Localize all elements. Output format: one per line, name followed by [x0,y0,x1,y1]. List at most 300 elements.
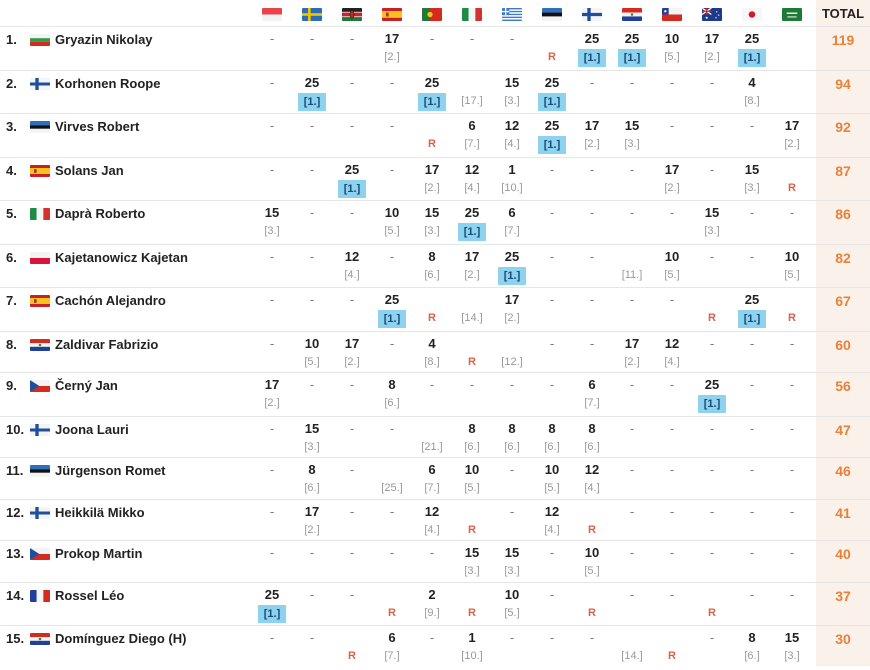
points-value: 15 [744,162,760,177]
result-detail [412,223,452,239]
retired-marker: R [668,650,676,662]
result-cell [332,162,372,196]
result-cell [452,630,492,664]
points-value [772,31,812,47]
points-value: - [629,292,635,307]
result-cell [412,118,452,152]
finish-position: [4.] [664,356,680,368]
result-cell [452,545,492,579]
table-row[interactable] [0,157,870,202]
points-value: - [269,504,275,519]
result-cell [492,377,532,411]
points-value: - [349,545,355,560]
result-detail [572,605,612,621]
indonesia-flag-icon [262,8,282,21]
result-cell [732,75,772,109]
result-cell [572,205,612,239]
driver-name[interactable]: Černý Jan [55,378,118,393]
result-cell [532,462,572,496]
result-cell [292,292,332,326]
driver-name[interactable]: Rossel Léo [55,588,125,603]
result-detail [292,267,332,283]
result-detail [492,439,532,455]
result-cell [532,249,572,283]
row-position: 10. [6,422,25,437]
result-detail [412,522,452,538]
table-row[interactable] [0,582,870,627]
finish-position: [5.] [504,607,520,619]
points-value: 8 [588,421,596,436]
points-value: - [589,630,595,645]
result-detail [732,439,772,455]
result-detail [572,93,612,109]
row-position: 5. [6,206,17,221]
retired-marker: R [788,182,796,194]
result-detail [412,648,452,664]
result-cell [452,249,492,283]
result-cell [652,377,692,411]
result-detail [292,605,332,621]
points-value: - [269,336,275,351]
result-cell [652,462,692,496]
driver-name[interactable]: Gryazin Nikolay [55,32,153,47]
result-cell [772,462,812,496]
result-detail [652,480,692,496]
result-cell [732,118,772,152]
retired-marker: R [588,607,596,619]
driver-name[interactable]: Kajetanowicz Kajetan [55,250,188,265]
result-cell [772,118,812,152]
table-row[interactable] [0,200,870,245]
table-row[interactable] [0,499,870,544]
points-value: - [509,31,515,46]
points-value: - [709,162,715,177]
result-cell [652,162,692,196]
points-value: - [269,31,275,46]
points-value: 17 [464,249,480,264]
table-row[interactable] [0,287,870,332]
points-value: - [349,587,355,602]
result-detail [692,395,732,411]
driver-name[interactable]: Heikkilä Mikko [55,505,145,520]
points-value [412,292,452,308]
row-position: 9. [6,378,17,393]
points-value: - [749,118,755,133]
result-detail [452,267,492,283]
points-value: - [429,377,435,392]
result-cell [332,504,372,538]
table-row[interactable] [0,113,870,158]
result-cell [452,336,492,370]
driver-name[interactable]: Cachón Alejandro [55,293,166,308]
result-cell [772,75,812,109]
result-cell [332,118,372,152]
result-detail [532,136,572,152]
result-cell [692,336,732,370]
result-cell [692,587,732,621]
points-value: - [789,462,795,477]
result-detail [492,395,532,411]
finish-position: [6.] [584,441,600,453]
points-value: - [669,75,675,90]
result-cell [772,630,812,664]
result-detail [332,310,372,326]
result-detail [412,267,452,283]
result-cell [532,377,572,411]
result-cell [652,504,692,538]
result-detail [372,49,412,65]
result-detail [252,648,292,664]
saudi-arabia-flag-icon [782,8,802,21]
points-value: - [549,377,555,392]
points-value: - [269,421,275,436]
points-value: - [709,336,715,351]
result-detail [732,354,772,370]
points-value: 25 [464,205,480,220]
result-detail [772,93,812,109]
result-detail [572,49,612,65]
result-cell [532,75,572,109]
result-cell [692,421,732,455]
result-cell [532,504,572,538]
driver-name[interactable]: Virves Robert [55,119,140,134]
poland-flag-icon [30,252,50,264]
points-value: 17 [264,377,280,392]
winner-badge: [1.] [298,93,327,111]
result-detail [492,267,532,283]
points-value: - [429,31,435,46]
result-detail [372,136,412,152]
result-detail [692,648,732,664]
result-detail [292,49,332,65]
points-value: - [709,630,715,645]
result-detail [652,563,692,579]
result-detail [452,395,492,411]
finish-position: [3.] [264,225,280,237]
result-detail [532,522,572,538]
driver-name[interactable]: Zaldivar Fabrizio [55,337,159,352]
points-value: - [389,504,395,519]
result-detail [572,310,612,326]
winner-badge: [1.] [538,136,567,154]
retired-marker: R [788,312,796,324]
result-detail [572,180,612,196]
result-detail [452,605,492,621]
finish-position: [3.] [624,138,640,150]
driver-name[interactable]: Joona Lauri [55,422,129,437]
result-detail [772,480,812,496]
points-value: 10 [504,587,520,602]
points-value: 2 [428,587,436,602]
result-cell [332,545,372,579]
result-cell [572,292,612,326]
points-value: 25 [744,31,760,46]
result-cell [492,504,532,538]
result-detail [532,310,572,326]
result-detail [252,180,292,196]
result-detail [332,136,372,152]
result-cell [732,162,772,196]
points-value: 10 [384,205,400,220]
points-value: - [349,118,355,133]
result-cell [612,504,652,538]
paraguay-flag-icon [30,339,50,351]
result-cell [652,336,692,370]
row-position: 15. [6,631,25,646]
result-cell [372,630,412,664]
finish-position: [5.] [664,269,680,281]
result-cell [732,336,772,370]
points-value: - [589,75,595,90]
points-value: 15 [504,545,520,560]
result-cell [652,292,692,326]
points-value: 15 [304,421,320,436]
result-cell [292,462,332,496]
result-detail [292,480,332,496]
estonia-flag-icon [542,8,562,21]
result-cell [652,118,692,152]
table-row[interactable] [0,625,870,670]
result-cell [292,336,332,370]
result-detail [372,480,412,496]
driver-name[interactable]: Daprà Roberto [55,206,146,221]
points-value [772,75,812,91]
result-cell [292,630,332,664]
result-cell [292,377,332,411]
points-value: - [629,162,635,177]
result-detail [772,267,812,283]
result-cell [772,587,812,621]
points-value: - [349,292,355,307]
result-detail [652,395,692,411]
result-cell [652,587,692,621]
result-cell [772,336,812,370]
chile-flag-icon [662,8,682,21]
points-value: - [269,545,275,560]
points-value: - [789,421,795,436]
result-detail [252,267,292,283]
result-detail [572,267,612,283]
points-value: - [669,421,675,436]
points-value: - [749,377,755,392]
result-detail [372,439,412,455]
table-row[interactable] [0,26,870,71]
result-cell [332,75,372,109]
points-value: 6 [428,462,436,477]
result-detail [492,522,532,538]
points-value: 4 [748,75,756,90]
points-value: - [589,292,595,307]
result-cell [612,421,652,455]
result-detail [332,395,372,411]
result-cell [692,249,732,283]
finish-position: [9.] [424,607,440,619]
result-detail [732,93,772,109]
driver-name[interactable]: Domínguez Diego (H) [55,631,187,646]
driver-name[interactable]: Prokop Martin [55,546,143,561]
points-value: 1 [468,630,476,645]
winner-badge: [1.] [378,310,407,328]
result-detail [412,439,452,455]
result-cell [532,292,572,326]
points-value: - [709,249,715,264]
points-value: - [629,545,635,560]
table-row[interactable] [0,70,870,115]
result-cell [412,462,452,496]
result-cell [732,377,772,411]
result-detail [612,648,652,664]
points-value: 8 [468,421,476,436]
result-detail [612,310,652,326]
result-cell [652,75,692,109]
portugal-flag-icon [422,8,442,21]
points-value: - [629,205,635,220]
driver-name[interactable]: Jürgenson Romet [55,463,166,478]
retired-marker: R [428,138,436,150]
finish-position: [3.] [304,441,320,453]
points-value [572,587,612,603]
result-detail [292,522,332,538]
points-value [372,462,412,478]
points-value: - [749,545,755,560]
result-detail [772,439,812,455]
result-cell [412,75,452,109]
points-value: - [549,162,555,177]
points-value: - [749,249,755,264]
result-detail [452,648,492,664]
result-cell [412,205,452,239]
row-position: 3. [6,119,17,134]
finish-position: [10.] [461,650,483,662]
result-detail [612,49,652,65]
points-value: - [669,587,675,602]
result-detail [732,395,772,411]
result-detail [572,648,612,664]
table-row[interactable] [0,540,870,585]
driver-name[interactable]: Korhonen Roope [55,76,161,91]
points-value: - [629,421,635,436]
result-cell [572,162,612,196]
result-cell [772,162,812,196]
result-cell [372,462,412,496]
table-row[interactable] [0,416,870,461]
result-cell [572,75,612,109]
table-row[interactable] [0,457,870,502]
result-cell [372,545,412,579]
result-detail [292,354,332,370]
result-detail [412,49,452,65]
points-value: - [549,545,555,560]
result-cell [652,545,692,579]
result-cell [732,504,772,538]
result-detail [652,223,692,239]
result-cell [452,504,492,538]
result-detail [652,49,692,65]
result-detail [692,180,732,196]
result-detail [292,180,332,196]
points-value: 12 [464,162,480,177]
winner-badge: [1.] [738,49,767,67]
points-value: - [589,249,595,264]
points-value: 17 [344,336,360,351]
points-value: 25 [624,31,640,46]
result-detail [612,267,652,283]
result-detail [612,223,652,239]
points-value: 10 [664,31,680,46]
result-cell [372,205,412,239]
result-detail [452,93,492,109]
result-cell [252,545,292,579]
finish-position: [7.] [584,397,600,409]
finish-position: [5.] [384,225,400,237]
result-cell [452,75,492,109]
result-detail [332,354,372,370]
result-cell [572,249,612,283]
finish-position: [7.] [384,650,400,662]
result-detail [412,136,452,152]
table-row[interactable] [0,244,870,289]
table-row[interactable] [0,331,870,376]
table-row[interactable] [0,372,870,417]
result-cell [732,545,772,579]
result-cell [732,292,772,326]
points-value: 17 [384,31,400,46]
result-cell [412,336,452,370]
result-detail [772,49,812,65]
result-detail [772,648,812,664]
result-detail [452,480,492,496]
czech-flag-icon [30,380,50,392]
result-detail [252,605,292,621]
result-detail [692,354,732,370]
result-cell [452,162,492,196]
result-detail [612,395,652,411]
result-cell [332,205,372,239]
retired-marker: R [708,607,716,619]
finish-position: [11.] [621,269,643,281]
points-value: - [629,75,635,90]
result-cell [612,205,652,239]
result-cell [612,462,652,496]
result-detail [572,480,612,496]
driver-name[interactable]: Solans Jan [55,163,124,178]
points-value: - [509,504,515,519]
result-cell [372,162,412,196]
points-value [532,31,572,47]
result-detail [332,648,372,664]
result-detail [252,522,292,538]
points-value: - [389,545,395,560]
result-cell [252,249,292,283]
result-detail [412,563,452,579]
finish-position: [5.] [464,482,480,494]
result-cell [692,292,732,326]
points-value: - [269,292,275,307]
result-detail [252,310,292,326]
points-value: 10 [464,462,480,477]
result-cell [412,162,452,196]
finish-position: [6.] [464,441,480,453]
result-cell [612,545,652,579]
sweden-flag-icon [302,8,322,21]
result-cell [412,587,452,621]
result-cell [412,421,452,455]
finish-position: [5.] [304,356,320,368]
result-detail [372,180,412,196]
result-detail [492,648,532,664]
result-detail [332,267,372,283]
points-value: - [349,377,355,392]
